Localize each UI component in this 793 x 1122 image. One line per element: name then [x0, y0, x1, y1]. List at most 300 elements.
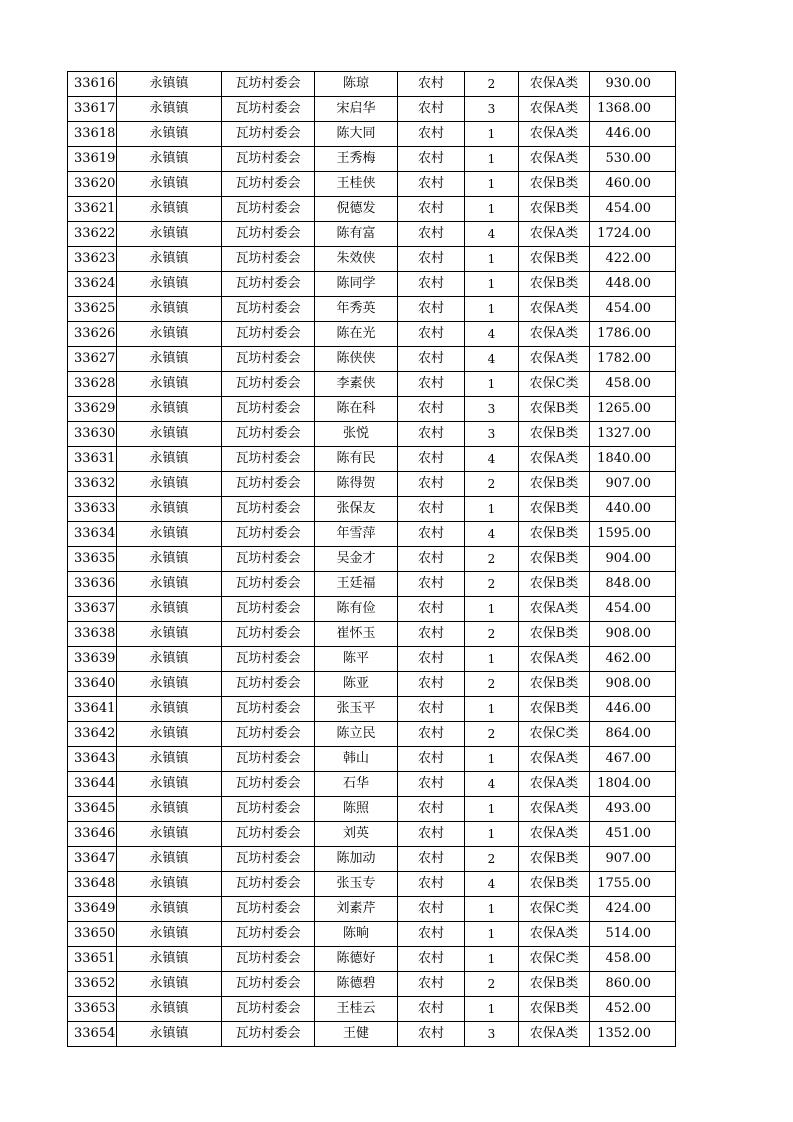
record-id-cell: 33636 — [68, 572, 117, 597]
insurance-category-cell: 农保B类 — [519, 997, 590, 1022]
village-committee-cell: 瓦坊村委会 — [222, 197, 315, 222]
amount-cell: 1840.00 — [590, 447, 676, 472]
household-type-cell: 农村 — [398, 947, 465, 972]
record-id-cell: 33624 — [68, 272, 117, 297]
person-name-cell: 陈照 — [315, 797, 398, 822]
insurance-category-cell: 农保A类 — [519, 322, 590, 347]
family-size-cell: 1 — [465, 372, 519, 397]
table-row — [68, 272, 676, 297]
amount-cell: 462.00 — [590, 647, 676, 672]
person-name-cell: 倪德发 — [315, 197, 398, 222]
town-name-cell: 永镇镇 — [117, 572, 222, 597]
record-id-cell: 33630 — [68, 422, 117, 447]
insurance-category-cell: 农保B类 — [519, 622, 590, 647]
insurance-category-cell: 农保B类 — [519, 197, 590, 222]
village-committee-cell: 瓦坊村委会 — [222, 747, 315, 772]
village-committee-cell: 瓦坊村委会 — [222, 972, 315, 997]
village-committee-cell: 瓦坊村委会 — [222, 647, 315, 672]
village-committee-cell: 瓦坊村委会 — [222, 222, 315, 247]
record-id-cell: 33638 — [68, 622, 117, 647]
record-id-cell: 33640 — [68, 672, 117, 697]
family-size-cell: 4 — [465, 222, 519, 247]
family-size-cell: 2 — [465, 472, 519, 497]
amount-cell: 446.00 — [590, 122, 676, 147]
record-id-cell: 33637 — [68, 597, 117, 622]
family-size-cell: 2 — [465, 972, 519, 997]
insurance-category-cell: 农保B类 — [519, 972, 590, 997]
household-type-cell: 农村 — [398, 372, 465, 397]
insurance-category-cell: 农保B类 — [519, 272, 590, 297]
record-id-cell: 33652 — [68, 972, 117, 997]
town-name-cell: 永镇镇 — [117, 972, 222, 997]
household-type-cell: 农村 — [398, 122, 465, 147]
household-type-cell: 农村 — [398, 72, 465, 97]
record-id-cell: 33627 — [68, 347, 117, 372]
village-committee-cell: 瓦坊村委会 — [222, 472, 315, 497]
amount-cell: 1724.00 — [590, 222, 676, 247]
person-name-cell: 陈有民 — [315, 447, 398, 472]
insurance-category-cell: 农保A类 — [519, 297, 590, 322]
household-type-cell: 农村 — [398, 547, 465, 572]
table-row — [68, 197, 676, 222]
amount-cell: 514.00 — [590, 922, 676, 947]
table-row — [68, 472, 676, 497]
amount-cell: 448.00 — [590, 272, 676, 297]
person-name-cell: 宋启华 — [315, 97, 398, 122]
town-name-cell: 永镇镇 — [117, 472, 222, 497]
amount-cell: 440.00 — [590, 497, 676, 522]
family-size-cell: 1 — [465, 897, 519, 922]
amount-cell: 864.00 — [590, 722, 676, 747]
insurance-category-cell: 农保A类 — [519, 122, 590, 147]
table-row — [68, 1022, 676, 1047]
town-name-cell: 永镇镇 — [117, 497, 222, 522]
insurance-category-cell: 农保B类 — [519, 247, 590, 272]
table-row — [68, 872, 676, 897]
town-name-cell: 永镇镇 — [117, 522, 222, 547]
village-committee-cell: 瓦坊村委会 — [222, 172, 315, 197]
person-name-cell: 王桂侠 — [315, 172, 398, 197]
family-size-cell: 3 — [465, 397, 519, 422]
record-id-cell: 33641 — [68, 697, 117, 722]
record-id-cell: 33621 — [68, 197, 117, 222]
town-name-cell: 永镇镇 — [117, 97, 222, 122]
record-id-cell: 33643 — [68, 747, 117, 772]
table-row — [68, 622, 676, 647]
person-name-cell: 陈有富 — [315, 222, 398, 247]
household-type-cell: 农村 — [398, 322, 465, 347]
village-committee-cell: 瓦坊村委会 — [222, 247, 315, 272]
household-type-cell: 农村 — [398, 272, 465, 297]
person-name-cell: 陈侠侠 — [315, 347, 398, 372]
person-name-cell: 陈立民 — [315, 722, 398, 747]
table-row — [68, 972, 676, 997]
household-type-cell: 农村 — [398, 222, 465, 247]
table-row — [68, 222, 676, 247]
table-row — [68, 147, 676, 172]
insurance-category-cell: 农保A类 — [519, 747, 590, 772]
person-name-cell: 陈德好 — [315, 947, 398, 972]
village-committee-cell: 瓦坊村委会 — [222, 822, 315, 847]
village-committee-cell: 瓦坊村委会 — [222, 672, 315, 697]
town-name-cell: 永镇镇 — [117, 72, 222, 97]
village-committee-cell: 瓦坊村委会 — [222, 897, 315, 922]
roster-table — [67, 71, 676, 1047]
person-name-cell: 陈琼 — [315, 72, 398, 97]
table-row — [68, 247, 676, 272]
village-committee-cell: 瓦坊村委会 — [222, 72, 315, 97]
amount-cell: 467.00 — [590, 747, 676, 772]
village-committee-cell: 瓦坊村委会 — [222, 272, 315, 297]
village-committee-cell: 瓦坊村委会 — [222, 597, 315, 622]
table-row — [68, 347, 676, 372]
record-id-cell: 33629 — [68, 397, 117, 422]
table-row — [68, 847, 676, 872]
household-type-cell: 农村 — [398, 347, 465, 372]
person-name-cell: 陈德碧 — [315, 972, 398, 997]
amount-cell: 907.00 — [590, 472, 676, 497]
village-committee-cell: 瓦坊村委会 — [222, 97, 315, 122]
family-size-cell: 2 — [465, 547, 519, 572]
insurance-category-cell: 农保B类 — [519, 472, 590, 497]
table-row — [68, 772, 676, 797]
insurance-category-cell: 农保B类 — [519, 497, 590, 522]
family-size-cell: 1 — [465, 297, 519, 322]
town-name-cell: 永镇镇 — [117, 422, 222, 447]
insurance-category-cell: 农保A类 — [519, 97, 590, 122]
record-id-cell: 33631 — [68, 447, 117, 472]
family-size-cell: 2 — [465, 847, 519, 872]
record-id-cell: 33645 — [68, 797, 117, 822]
insurance-category-cell: 农保A类 — [519, 447, 590, 472]
table-row — [68, 497, 676, 522]
person-name-cell: 年秀英 — [315, 297, 398, 322]
insurance-category-cell: 农保B类 — [519, 422, 590, 447]
table-row — [68, 947, 676, 972]
insurance-category-cell: 农保B类 — [519, 547, 590, 572]
family-size-cell: 1 — [465, 597, 519, 622]
amount-cell: 908.00 — [590, 672, 676, 697]
person-name-cell: 朱效侠 — [315, 247, 398, 272]
household-type-cell: 农村 — [398, 197, 465, 222]
person-name-cell: 年雪萍 — [315, 522, 398, 547]
household-type-cell: 农村 — [398, 822, 465, 847]
village-committee-cell: 瓦坊村委会 — [222, 797, 315, 822]
record-id-cell: 33644 — [68, 772, 117, 797]
family-size-cell: 1 — [465, 247, 519, 272]
record-id-cell: 33618 — [68, 122, 117, 147]
village-committee-cell: 瓦坊村委会 — [222, 772, 315, 797]
person-name-cell: 张悦 — [315, 422, 398, 447]
family-size-cell: 4 — [465, 872, 519, 897]
village-committee-cell: 瓦坊村委会 — [222, 497, 315, 522]
household-type-cell: 农村 — [398, 997, 465, 1022]
insurance-category-cell: 农保A类 — [519, 797, 590, 822]
person-name-cell: 张玉平 — [315, 697, 398, 722]
person-name-cell: 刘素芹 — [315, 897, 398, 922]
family-size-cell: 1 — [465, 922, 519, 947]
amount-cell: 1786.00 — [590, 322, 676, 347]
record-id-cell: 33649 — [68, 897, 117, 922]
person-name-cell: 张玉专 — [315, 872, 398, 897]
town-name-cell: 永镇镇 — [117, 922, 222, 947]
insurance-category-cell: 农保C类 — [519, 372, 590, 397]
household-type-cell: 农村 — [398, 772, 465, 797]
amount-cell: 1782.00 — [590, 347, 676, 372]
record-id-cell: 33654 — [68, 1022, 117, 1047]
amount-cell: 1265.00 — [590, 397, 676, 422]
record-id-cell: 33628 — [68, 372, 117, 397]
household-type-cell: 农村 — [398, 622, 465, 647]
amount-cell: 930.00 — [590, 72, 676, 97]
village-committee-cell: 瓦坊村委会 — [222, 722, 315, 747]
person-name-cell: 刘英 — [315, 822, 398, 847]
town-name-cell: 永镇镇 — [117, 297, 222, 322]
record-id-cell: 33623 — [68, 247, 117, 272]
record-id-cell: 33653 — [68, 997, 117, 1022]
household-type-cell: 农村 — [398, 672, 465, 697]
town-name-cell: 永镇镇 — [117, 347, 222, 372]
record-id-cell: 33634 — [68, 522, 117, 547]
village-committee-cell: 瓦坊村委会 — [222, 622, 315, 647]
person-name-cell: 陈加动 — [315, 847, 398, 872]
person-name-cell: 陈在光 — [315, 322, 398, 347]
person-name-cell: 李素侠 — [315, 372, 398, 397]
person-name-cell: 陈有俭 — [315, 597, 398, 622]
town-name-cell: 永镇镇 — [117, 672, 222, 697]
insurance-category-cell: 农保C类 — [519, 897, 590, 922]
table-row — [68, 397, 676, 422]
village-committee-cell: 瓦坊村委会 — [222, 422, 315, 447]
town-name-cell: 永镇镇 — [117, 997, 222, 1022]
town-name-cell: 永镇镇 — [117, 697, 222, 722]
family-size-cell: 3 — [465, 97, 519, 122]
town-name-cell: 永镇镇 — [117, 872, 222, 897]
record-id-cell: 33647 — [68, 847, 117, 872]
record-id-cell: 33650 — [68, 922, 117, 947]
table-row — [68, 172, 676, 197]
table-row — [68, 997, 676, 1022]
amount-cell: 446.00 — [590, 697, 676, 722]
town-name-cell: 永镇镇 — [117, 772, 222, 797]
town-name-cell: 永镇镇 — [117, 847, 222, 872]
household-type-cell: 农村 — [398, 522, 465, 547]
town-name-cell: 永镇镇 — [117, 172, 222, 197]
table-row — [68, 822, 676, 847]
village-committee-cell: 瓦坊村委会 — [222, 297, 315, 322]
person-name-cell: 陈得贺 — [315, 472, 398, 497]
table-row — [68, 372, 676, 397]
amount-cell: 493.00 — [590, 797, 676, 822]
amount-cell: 458.00 — [590, 947, 676, 972]
person-name-cell: 张保友 — [315, 497, 398, 522]
amount-cell: 1804.00 — [590, 772, 676, 797]
record-id-cell: 33617 — [68, 97, 117, 122]
village-committee-cell: 瓦坊村委会 — [222, 522, 315, 547]
person-name-cell: 陈平 — [315, 647, 398, 672]
record-id-cell: 33633 — [68, 497, 117, 522]
insurance-category-cell: 农保B类 — [519, 872, 590, 897]
village-committee-cell: 瓦坊村委会 — [222, 447, 315, 472]
household-type-cell: 农村 — [398, 722, 465, 747]
village-committee-cell: 瓦坊村委会 — [222, 372, 315, 397]
insurance-category-cell: 农保A类 — [519, 147, 590, 172]
record-id-cell: 33646 — [68, 822, 117, 847]
table-row — [68, 422, 676, 447]
person-name-cell: 陈大同 — [315, 122, 398, 147]
village-committee-cell: 瓦坊村委会 — [222, 922, 315, 947]
person-name-cell: 陈晌 — [315, 922, 398, 947]
household-type-cell: 农村 — [398, 147, 465, 172]
record-id-cell: 33625 — [68, 297, 117, 322]
town-name-cell: 永镇镇 — [117, 597, 222, 622]
family-size-cell: 1 — [465, 697, 519, 722]
family-size-cell: 1 — [465, 797, 519, 822]
family-size-cell: 1 — [465, 497, 519, 522]
amount-cell: 454.00 — [590, 197, 676, 222]
record-id-cell: 33635 — [68, 547, 117, 572]
village-committee-cell: 瓦坊村委会 — [222, 397, 315, 422]
household-type-cell: 农村 — [398, 597, 465, 622]
person-name-cell: 吴金才 — [315, 547, 398, 572]
household-type-cell: 农村 — [398, 397, 465, 422]
town-name-cell: 永镇镇 — [117, 547, 222, 572]
household-type-cell: 农村 — [398, 972, 465, 997]
record-id-cell: 33626 — [68, 322, 117, 347]
table-row — [68, 647, 676, 672]
roster-body — [68, 72, 676, 1047]
table-row — [68, 897, 676, 922]
town-name-cell: 永镇镇 — [117, 897, 222, 922]
village-committee-cell: 瓦坊村委会 — [222, 147, 315, 172]
household-type-cell: 农村 — [398, 422, 465, 447]
table-row — [68, 72, 676, 97]
town-name-cell: 永镇镇 — [117, 722, 222, 747]
table-row — [68, 547, 676, 572]
family-size-cell: 3 — [465, 1022, 519, 1047]
insurance-category-cell: 农保B类 — [519, 172, 590, 197]
table-row — [68, 722, 676, 747]
household-type-cell: 农村 — [398, 97, 465, 122]
insurance-category-cell: 农保B类 — [519, 672, 590, 697]
town-name-cell: 永镇镇 — [117, 797, 222, 822]
village-committee-cell: 瓦坊村委会 — [222, 122, 315, 147]
person-name-cell: 王桂云 — [315, 997, 398, 1022]
amount-cell: 424.00 — [590, 897, 676, 922]
amount-cell: 454.00 — [590, 597, 676, 622]
amount-cell: 1755.00 — [590, 872, 676, 897]
record-id-cell: 33651 — [68, 947, 117, 972]
amount-cell: 530.00 — [590, 147, 676, 172]
table-row — [68, 122, 676, 147]
village-committee-cell: 瓦坊村委会 — [222, 847, 315, 872]
village-committee-cell: 瓦坊村委会 — [222, 947, 315, 972]
household-type-cell: 农村 — [398, 472, 465, 497]
family-size-cell: 1 — [465, 197, 519, 222]
person-name-cell: 陈同学 — [315, 272, 398, 297]
household-type-cell: 农村 — [398, 847, 465, 872]
amount-cell: 907.00 — [590, 847, 676, 872]
table-row — [68, 522, 676, 547]
household-type-cell: 农村 — [398, 297, 465, 322]
person-name-cell: 石华 — [315, 772, 398, 797]
record-id-cell: 33632 — [68, 472, 117, 497]
family-size-cell: 4 — [465, 522, 519, 547]
household-type-cell: 农村 — [398, 922, 465, 947]
insurance-category-cell: 农保A类 — [519, 1022, 590, 1047]
household-type-cell: 农村 — [398, 497, 465, 522]
record-id-cell: 33639 — [68, 647, 117, 672]
household-type-cell: 农村 — [398, 647, 465, 672]
insurance-category-cell: 农保A类 — [519, 822, 590, 847]
amount-cell: 1352.00 — [590, 1022, 676, 1047]
family-size-cell: 1 — [465, 947, 519, 972]
household-type-cell: 农村 — [398, 172, 465, 197]
table-row — [68, 572, 676, 597]
household-type-cell: 农村 — [398, 872, 465, 897]
table-row — [68, 297, 676, 322]
person-name-cell: 陈在科 — [315, 397, 398, 422]
insurance-category-cell: 农保B类 — [519, 572, 590, 597]
amount-cell: 1595.00 — [590, 522, 676, 547]
household-type-cell: 农村 — [398, 447, 465, 472]
table-row — [68, 747, 676, 772]
town-name-cell: 永镇镇 — [117, 622, 222, 647]
family-size-cell: 4 — [465, 347, 519, 372]
record-id-cell: 33616 — [68, 72, 117, 97]
amount-cell: 458.00 — [590, 372, 676, 397]
table-row — [68, 697, 676, 722]
family-size-cell: 1 — [465, 747, 519, 772]
town-name-cell: 永镇镇 — [117, 822, 222, 847]
town-name-cell: 永镇镇 — [117, 447, 222, 472]
family-size-cell: 3 — [465, 422, 519, 447]
insurance-category-cell: 农保A类 — [519, 647, 590, 672]
family-size-cell: 2 — [465, 72, 519, 97]
town-name-cell: 永镇镇 — [117, 947, 222, 972]
amount-cell: 908.00 — [590, 622, 676, 647]
amount-cell: 904.00 — [590, 547, 676, 572]
amount-cell: 460.00 — [590, 172, 676, 197]
person-name-cell: 崔怀玉 — [315, 622, 398, 647]
amount-cell: 422.00 — [590, 247, 676, 272]
table-row — [68, 447, 676, 472]
family-size-cell: 2 — [465, 672, 519, 697]
town-name-cell: 永镇镇 — [117, 747, 222, 772]
town-name-cell: 永镇镇 — [117, 147, 222, 172]
person-name-cell: 韩山 — [315, 747, 398, 772]
family-size-cell: 4 — [465, 447, 519, 472]
family-size-cell: 2 — [465, 722, 519, 747]
household-type-cell: 农村 — [398, 572, 465, 597]
family-size-cell: 1 — [465, 272, 519, 297]
village-committee-cell: 瓦坊村委会 — [222, 872, 315, 897]
insurance-category-cell: 农保C类 — [519, 947, 590, 972]
family-size-cell: 1 — [465, 122, 519, 147]
record-id-cell: 33642 — [68, 722, 117, 747]
record-id-cell: 33620 — [68, 172, 117, 197]
insurance-category-cell: 农保C类 — [519, 722, 590, 747]
household-type-cell: 农村 — [398, 797, 465, 822]
family-size-cell: 4 — [465, 772, 519, 797]
town-name-cell: 永镇镇 — [117, 272, 222, 297]
amount-cell: 848.00 — [590, 572, 676, 597]
village-committee-cell: 瓦坊村委会 — [222, 697, 315, 722]
person-name-cell: 陈亚 — [315, 672, 398, 697]
amount-cell: 1368.00 — [590, 97, 676, 122]
town-name-cell: 永镇镇 — [117, 397, 222, 422]
town-name-cell: 永镇镇 — [117, 247, 222, 272]
